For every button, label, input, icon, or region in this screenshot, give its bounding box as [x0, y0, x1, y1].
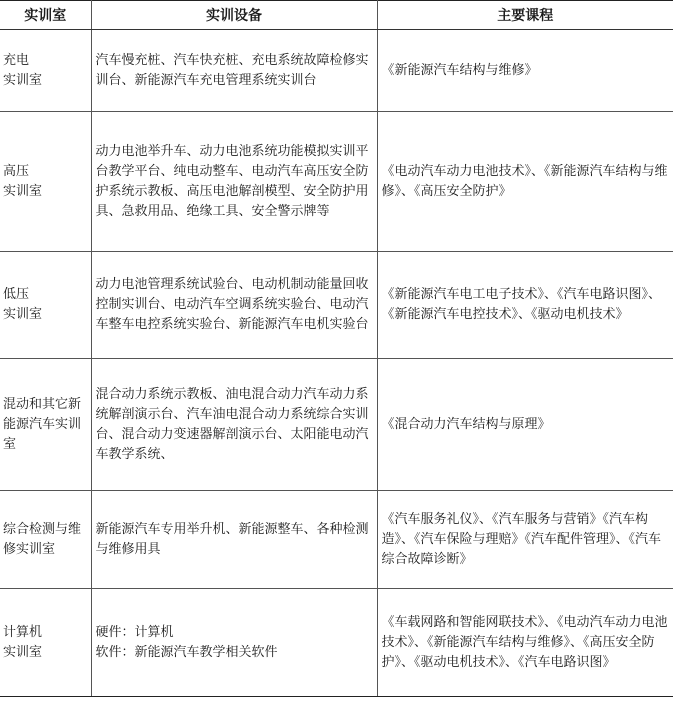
courses-cell: [377, 589, 673, 697]
equipment-cell: [91, 112, 377, 252]
room-name: 混动和其它新能源汽车实训室: [3, 396, 82, 452]
room-name: 综合检测与维修实训室: [3, 521, 82, 557]
courses-text: 《混合动力汽车结构与原理》: [381, 416, 551, 432]
courses-text: 《新能源汽车电工电子技术》、《汽车电路识图》、《新能源汽车电控技术》、《驱动电机技术》: [381, 287, 662, 322]
room-name: 高压 实训室: [3, 163, 43, 199]
table-row: [0, 112, 673, 252]
equipment-text: 新能源汽车专用举升机、新能源整车、各种检测与维修用具: [95, 521, 369, 557]
table-row: [0, 252, 673, 359]
room-cell: [0, 359, 91, 491]
table-row: [0, 491, 673, 589]
equipment-cell: [91, 359, 377, 491]
room-name: 计算机 实训室: [3, 624, 43, 660]
equipment-text: 硬件：计算机 软件：新能源汽车教学相关软件: [95, 624, 278, 660]
courses-text: 《车载网路和智能网联技术》、《电动汽车动力电池技术》、《新能源汽车结构与维修》、《高压安全防护》、《驱动电机技术》、《汽车电路识图》: [381, 614, 668, 670]
room-cell: [0, 112, 91, 252]
table-row: [0, 359, 673, 491]
courses-text: 《汽车服务礼仪》、《汽车服务与营销》《汽车构造》、《汽车保险与理赔》《汽车配件管理》、《汽车综合故障诊断》: [381, 511, 662, 567]
room-cell: [0, 491, 91, 589]
header-equipment: 实训设备: [91, 1, 377, 30]
room-name: 充电 实训室: [3, 52, 43, 88]
table-row: [0, 589, 673, 697]
room-cell: [0, 30, 91, 112]
equipment-cell: [91, 252, 377, 359]
table-header-row: [0, 1, 673, 30]
room-cell: [0, 589, 91, 697]
courses-cell: [377, 112, 673, 252]
courses-text: 《新能源汽车结构与维修》: [381, 62, 538, 78]
room-name: 低压 实训室: [3, 287, 43, 322]
courses-cell: [377, 359, 673, 491]
courses-text: 《电动汽车动力电池技术》、《新能源汽车结构与维修》、《高压安全防护》: [381, 163, 668, 199]
header-room: 实训室: [0, 1, 91, 30]
courses-cell: [377, 491, 673, 589]
room-cell: [0, 252, 91, 359]
equipment-cell: [91, 589, 377, 697]
header-courses: 主要课程: [377, 1, 673, 30]
table-row: [0, 30, 673, 112]
courses-cell: [377, 30, 673, 112]
equipment-text: 混合动力系统示教板、油电混合动力汽车动力系统解剖演示台、汽车油电混合动力系统综合实训台、混合动力变速器解剖演示台、太阳能电动汽车教学系统、: [95, 386, 369, 462]
equipment-text: 动力电池管理系统试验台、电动机制动能量回收控制实训台、电动汽车空调系统实验台、电动汽车整车电控系统实验台、新能源汽车电机实验台: [95, 277, 369, 332]
equipment-text: 汽车慢充桩、汽车快充桩、充电系统故障检修实训台、新能源汽车充电管理系统实训台: [95, 52, 369, 88]
equipment-text: 动力电池举升车、动力电池系统功能模拟实训平台教学平台、纯电动整车、电动汽车高压安全防护系统示教板、高压电池解剖模型、安全防护用具、急救用品、绝缘工具、安全警示牌等: [95, 143, 369, 219]
equipment-cell: [91, 491, 377, 589]
equipment-cell: [91, 30, 377, 112]
courses-cell: [377, 252, 673, 359]
